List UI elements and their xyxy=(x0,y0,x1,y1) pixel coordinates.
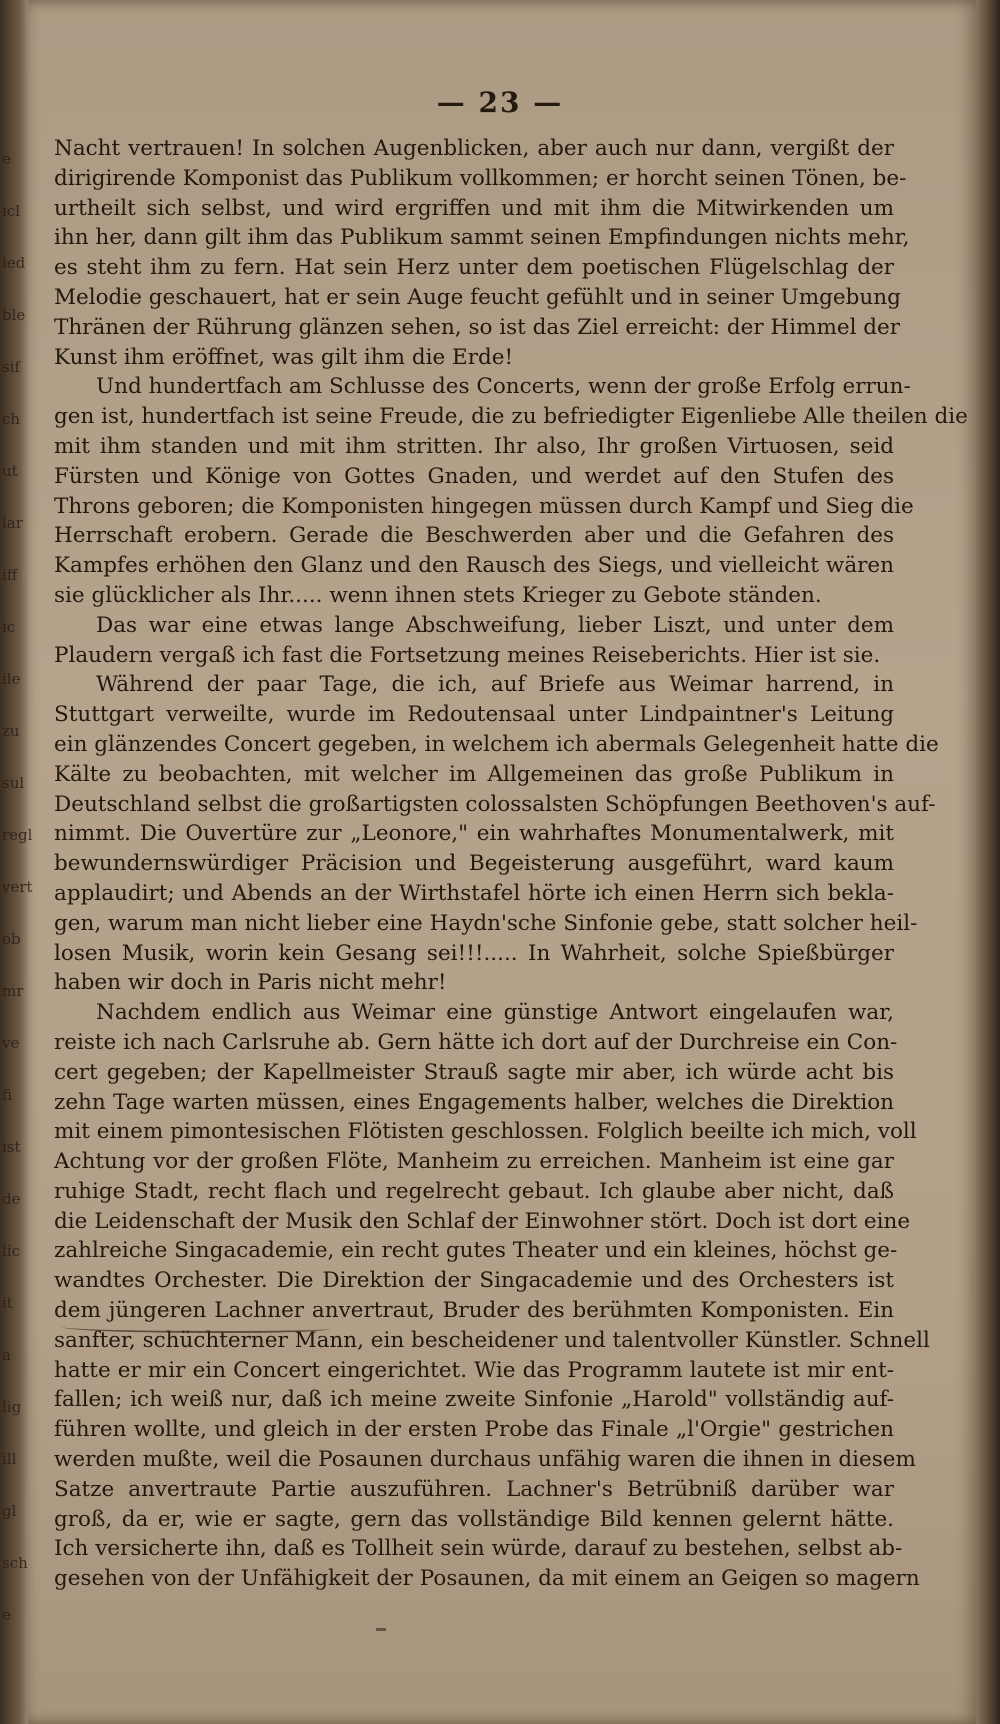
text-line: Satze anvertraute Partie auszuführen. Lachner's Betrübniß darüber war xyxy=(54,1476,894,1502)
text-line: Kunst ihm eröffnet, was gilt ihm die Erde! xyxy=(54,344,514,370)
spine-fragment: lar xyxy=(2,514,23,532)
spine-fragment: lig xyxy=(2,1398,22,1416)
text-line: urtheilt sich selbst, und wird ergriffen und mit ihm die Mitwirkenden um xyxy=(54,195,894,221)
spine-fragment: zu xyxy=(2,722,20,740)
text-line: gen ist, hundertfach ist seine Freude, die zu befriedigter Eigenliebe Alle theilen die xyxy=(54,404,968,430)
text-line: Thränen der Rührung glänzen sehen, so ist das Ziel erreicht: der Himmel der xyxy=(54,314,901,340)
spine-fragment: sif xyxy=(2,358,21,376)
spine-fragment: a xyxy=(2,1346,11,1364)
spine-fragment: ch xyxy=(2,410,21,428)
text-line: sanfter, schüchterner Mann, ein bescheidener und talentvoller Künstler. Schnell xyxy=(54,1327,930,1353)
text-line: gen, warum man nicht lieber eine Haydn'sche Sinfonie gebe, statt solcher heil- xyxy=(54,910,918,936)
text-line: Und hundertfach am Schlusse des Concerts, wenn der große Erfolg errun- xyxy=(96,374,911,400)
text-line: Ich versicherte ihn, daß es Tollheit sein würde, darauf zu bestehen, selbst ab- xyxy=(54,1536,903,1562)
text-line: Plaudern vergaß ich fast die Fortsetzung meines Reiseberichts. Hier ist sie. xyxy=(54,642,881,668)
text-line: ein glänzendes Concert gegeben, in welchem ich abermals Gelegenheit hatte die xyxy=(54,731,939,757)
text-line: mit einem pimontesischen Flötisten geschlossen. Folglich beeilte ich mich, voll xyxy=(54,1119,917,1145)
text-line: dem jüngeren Lachner anvertraut, Bruder des berühmten Komponisten. Ein xyxy=(54,1298,894,1324)
text-line: ihn her, dann gilt ihm das Publikum sammt seinen Empfindungen nichts mehr, xyxy=(54,225,910,251)
text-line: es steht ihm zu fern. Hat sein Herz unter dem poetischen Flügelschlag der xyxy=(54,255,894,281)
text-line: Fürsten und Könige von Gottes Gnaden, und werdet auf den Stufen des xyxy=(54,463,894,489)
adjacent-page-edge xyxy=(0,0,33,1724)
text-line: applaudirt; und Abends an der Wirthstafel hörte ich einen Herrn sich bekla- xyxy=(54,880,894,906)
text-line: Kälte zu beobachten, mit welcher im Allgemeinen das große Publikum in xyxy=(54,761,894,787)
body-text xyxy=(54,134,968,1594)
spine-fragment: iff xyxy=(2,566,18,584)
spine-fragment: ob xyxy=(2,930,21,948)
spine-fragment: gl xyxy=(2,1502,17,1520)
spine-fragment: ic xyxy=(2,618,16,636)
text-line: Herrschaft erobern. Gerade die Beschwerden aber und die Gefahren des xyxy=(54,523,894,549)
text-line: Achtung vor der großen Flöte, Manheim zu erreichen. Manheim ist eine gar xyxy=(54,1149,894,1175)
text-line: fallen; ich weiß nur, daß ich meine zweite Sinfonie „Harold" vollständig auf- xyxy=(54,1387,894,1413)
spine-fragment: fi xyxy=(2,1086,13,1104)
spine-fragment: ied xyxy=(2,254,26,272)
spine-fragment: vert xyxy=(2,878,33,896)
text-line: Throns geboren; die Komponisten hingegen müssen durch Kampf und Sieg die xyxy=(54,493,914,519)
text-line: bewundernswürdiger Präcision und Begeisterung ausgeführt, ward kaum xyxy=(54,851,894,877)
text-line: mit ihm standen und mit ihm stritten. Ihr also, Ihr großen Virtuosen, seid xyxy=(54,433,894,459)
spine-fragment: de xyxy=(2,1190,21,1208)
spine-fragment: ble xyxy=(2,306,26,324)
page-edge-right xyxy=(976,0,1000,1724)
spine-fragment: ist xyxy=(2,1138,21,1156)
text-line: zehn Tage warten müssen, eines Engagements halber, welches die Direktion xyxy=(54,1089,894,1115)
spine-fragment: e xyxy=(2,1606,11,1624)
text-line: groß, da er, wie er sagte, gern das vollständige Bild kennen gelernt hätte. xyxy=(54,1506,894,1532)
ink-mark xyxy=(376,1628,386,1631)
text-line: haben wir doch in Paris nicht mehr! xyxy=(54,970,447,996)
text-line: cert gegeben; der Kapellmeister Strauß sagte mir aber, ich würde acht bis xyxy=(54,1059,894,1085)
text-line: werden mußte, weil die Posaunen durchaus unfähig waren die ihnen in diesem xyxy=(54,1447,916,1473)
text-line: sie glücklicher als Ihr..... wenn ihnen stets Krieger zu Gebote ständen. xyxy=(54,582,822,608)
spine-fragment: icl xyxy=(2,202,20,220)
spine-fragment: ve xyxy=(2,1034,20,1052)
spine-fragment: e xyxy=(2,150,11,168)
text-line: Stuttgart verweilte, wurde im Redoutensaal unter Lindpaintner's Leitung xyxy=(54,702,894,728)
text-line: Kampfes erhöhen den Glanz und den Rausch des Siegs, und vielleicht wären xyxy=(54,553,894,579)
text-line: Während der paar Tage, die ich, auf Briefe aus Weimar harrend, in xyxy=(96,672,894,698)
text-line: Deutschland selbst die großartigsten colossalsten Schöpfungen Beethoven's auf- xyxy=(54,791,936,817)
spine-fragment: it xyxy=(2,1294,13,1312)
spine-fragment: mr xyxy=(2,982,24,1000)
text-line: Das war eine etwas lange Abschweifung, lieber Liszt, und unter dem xyxy=(96,612,894,638)
text-line: ruhige Stadt, recht flach und regelrecht gebaut. Ich glaube aber nicht, daß xyxy=(54,1178,894,1204)
spine-fragment: regl xyxy=(2,826,33,844)
text-line: wandtes Orchester. Die Direktion der Singacademie und des Orchesters ist xyxy=(54,1268,894,1294)
text-line: Nachdem endlich aus Weimar eine günstige Antwort eingelaufen war, xyxy=(96,1000,894,1026)
text-line: die Leidenschaft der Musik den Schlaf der Einwohner stört. Doch ist dort eine xyxy=(54,1208,911,1234)
spine-fragment: ile xyxy=(2,670,21,688)
text-line: Nacht vertrauen! In solchen Augenblicken, aber auch nur dann, vergißt der xyxy=(54,136,894,161)
text-line: losen Musik, worin kein Gesang sei!!!..... In Wahrheit, solche Spießbürger xyxy=(54,940,894,966)
text-line: gesehen von der Unfähigkeit der Posaunen, da mit einem an Geigen so magern xyxy=(54,1566,920,1592)
page-number: — 23 — xyxy=(436,86,564,119)
text-line: hatte er mir ein Concert eingerichtet. Wie das Programm lautete ist mir ent- xyxy=(54,1357,894,1383)
text-line: zahlreiche Singacademie, ein recht gutes Theater und ein kleines, höchst ge- xyxy=(54,1238,898,1264)
spine-fragment: ill xyxy=(2,1450,17,1468)
text-line: reiste ich nach Carlsruhe ab. Gern hätte ich dort auf der Durchreise ein Con- xyxy=(54,1029,898,1055)
spine-fragment: sul xyxy=(2,774,25,792)
spine-fragment: lic xyxy=(2,1242,20,1260)
text-line: Melodie geschauert, hat er sein Auge feucht gefühlt und in seiner Umgebung xyxy=(54,284,901,310)
spine-fragment: sch xyxy=(2,1554,28,1572)
text-line: dirigirende Komponist das Publikum vollkommen; er horcht seinen Tönen, be- xyxy=(54,165,907,191)
text-line: führen wollte, und gleich in der ersten Probe das Finale „l'Orgie" gestrichen xyxy=(54,1417,894,1443)
spine-fragment: ut xyxy=(2,462,18,480)
text-line: nimmt. Die Ouvertüre zur „Leonore," ein wahrhaftes Monumentalwerk, mit xyxy=(54,821,894,847)
